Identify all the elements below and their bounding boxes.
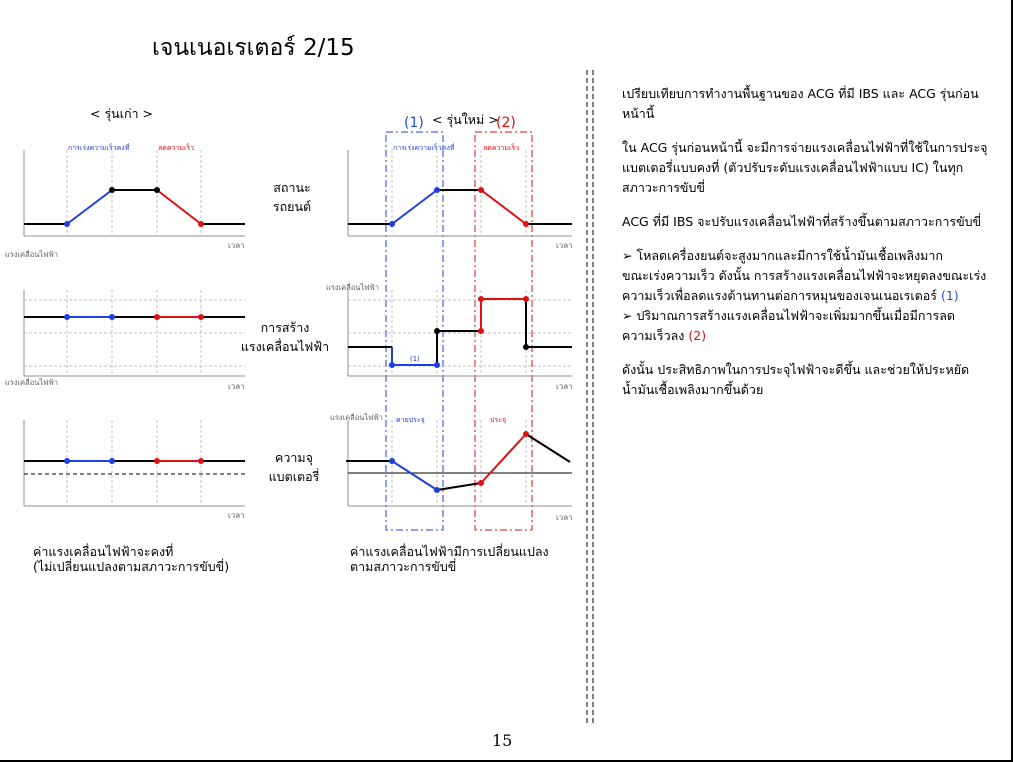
point	[109, 187, 115, 193]
explanation-paragraph: ACG ที่มี IBS จะปรับแรงเคลื่อนไฟฟ้าที่สร้างขึ้นตามสภาวะการขับขี่	[622, 214, 982, 229]
voltage-axis-label: แรงเคลื่อนไฟฟ้า	[5, 378, 58, 387]
voltage-axis-label: แรงเคลื่อนไฟฟ้า	[330, 413, 383, 422]
time-axis-label: เวลา	[556, 513, 573, 522]
point	[154, 458, 160, 464]
voltage-line	[526, 299, 572, 347]
point	[478, 187, 484, 193]
voltage-axis-label: แรงเคลื่อนไฟฟ้า	[5, 250, 58, 259]
bullet-2-marker: (2)	[688, 328, 707, 343]
point	[434, 187, 440, 193]
point	[64, 314, 70, 320]
marker-1-label: (1)	[404, 115, 424, 131]
time-axis-label: เวลา	[228, 511, 245, 520]
explanation-paragraph: เปรียบเทียบการทำงานพื้นฐานของ ACG ที่มี IBS และ ACG รุ่นก่อนหน้านี้	[622, 86, 979, 121]
point	[154, 187, 160, 193]
charge-label: ประจุ	[490, 416, 507, 424]
time-axis-label: เวลา	[556, 382, 573, 391]
capacity-line	[526, 434, 570, 462]
point	[198, 314, 204, 320]
new-model-caption: ค่าแรงเคลื่อนไฟฟ้ามีการเปลี่ยนแปลง ตามสภาวะการขับขี่	[350, 544, 549, 574]
point	[523, 344, 529, 350]
decel-label: ลดความเร็ว	[158, 144, 195, 152]
discharge-label: คายประจุ	[396, 416, 425, 424]
point	[109, 458, 115, 464]
point	[389, 458, 395, 464]
old-vehicle-state-graph	[5, 143, 245, 259]
time-axis-label: เวลา	[228, 382, 245, 391]
time-axis-label: เวลา	[228, 241, 245, 250]
explanation-paragraph: ดังนั้น ประสิทธิภาพในการประจุไฟฟ้าจะดีขึ้น และช่วยให้ประหยัดน้ำมันเชื้อเพลิงมากขึ้นด้วย	[622, 362, 970, 397]
decel-label: ลดความเร็ว	[483, 144, 520, 152]
inner-marker-1: (1)	[410, 355, 420, 363]
point	[198, 221, 204, 227]
point	[109, 314, 115, 320]
point	[64, 458, 70, 464]
accel-label: การเร่งความเร็วคงที่	[68, 144, 130, 152]
point	[198, 458, 204, 464]
explanation-bullet-1: ➢ โหลดเครื่องยนต์จะสูงมากและมีการใช้น้ำมันเชื้อเพลิงมาก ขณะเร่งความเร็ว ดังนั้น การสร้างแรงเคลื่อนไฟฟ้าจะหยุดลงขณะเร่งความเร็วเพื่อลดแรงต้านทานต่อการหมุนของเจนเนอเรเตอร์ (1)	[622, 248, 987, 303]
explanation-panel	[622, 84, 992, 414]
point	[64, 221, 70, 227]
old-battery-graph	[24, 420, 245, 520]
vehicle-state-label: สถานะ รถยนต์	[272, 180, 312, 214]
point	[478, 296, 484, 302]
new-generation-graph	[330, 290, 573, 422]
point	[389, 221, 395, 227]
decel-line	[157, 190, 201, 224]
accel-line	[392, 190, 437, 224]
new-vehicle-state-graph	[326, 143, 573, 292]
old-generation-graph	[5, 290, 245, 391]
point	[478, 480, 484, 486]
new-model-header: < รุ่นใหม่ >	[432, 112, 499, 127]
discharge-line	[392, 461, 437, 490]
point	[154, 314, 160, 320]
page-number: 15	[492, 731, 513, 750]
accel-line	[67, 190, 112, 224]
time-axis-label: เวลา	[556, 241, 573, 250]
accel-label: การเร่งความเร็วคงที่	[393, 144, 455, 152]
point	[523, 431, 529, 437]
old-model-caption: ค่าแรงเคลื่อนไฟฟ้าจะคงที่ (ไม่เปลี่ยนแปลงตามสภาวะการขับขี่)	[33, 544, 230, 574]
point	[434, 362, 440, 368]
point	[523, 221, 529, 227]
page-title: เจนเนอเรเตอร์ 2/15	[152, 35, 355, 61]
capacity-line	[437, 483, 481, 490]
point	[523, 296, 529, 302]
voltage-line	[437, 331, 481, 365]
explanation-bullet-2: ➢ ปริมาณการสร้างแรงเคลื่อนไฟฟ้าจะเพิ่มมากขึ้นเมื่อมีการลดความเร็วลง (2)	[622, 308, 955, 343]
generation-label: การสร้าง แรงเคลื่อนไฟฟ้า	[240, 320, 330, 354]
new-battery-graph	[346, 416, 573, 522]
explanation-paragraph: ใน ACG รุ่นก่อนหน้านี้ จะมีการจ่ายแรงเคลื่อนไฟฟ้าที่ใช้ในการประจุแบตเตอรี่แบบคงที่ (ตัวปรับระดับแรงเคลื่อนไฟฟ้าแบบ IC) ในทุกสภาวะการขับขี่	[622, 140, 988, 195]
old-model-header: < รุ่นเก่า >	[90, 106, 154, 121]
point	[434, 487, 440, 493]
point	[434, 328, 440, 334]
battery-label: ความจุ แบตเตอรี่	[268, 450, 320, 484]
decel-line	[481, 190, 526, 224]
decel-line	[481, 299, 526, 331]
bullet-1-marker: (1)	[940, 288, 959, 303]
point	[389, 362, 395, 368]
point	[478, 328, 484, 334]
marker-2-label: (2)	[496, 115, 516, 131]
charge-line	[481, 434, 526, 483]
voltage-axis-label: แรงเคลื่อนไฟฟ้า	[326, 283, 379, 292]
